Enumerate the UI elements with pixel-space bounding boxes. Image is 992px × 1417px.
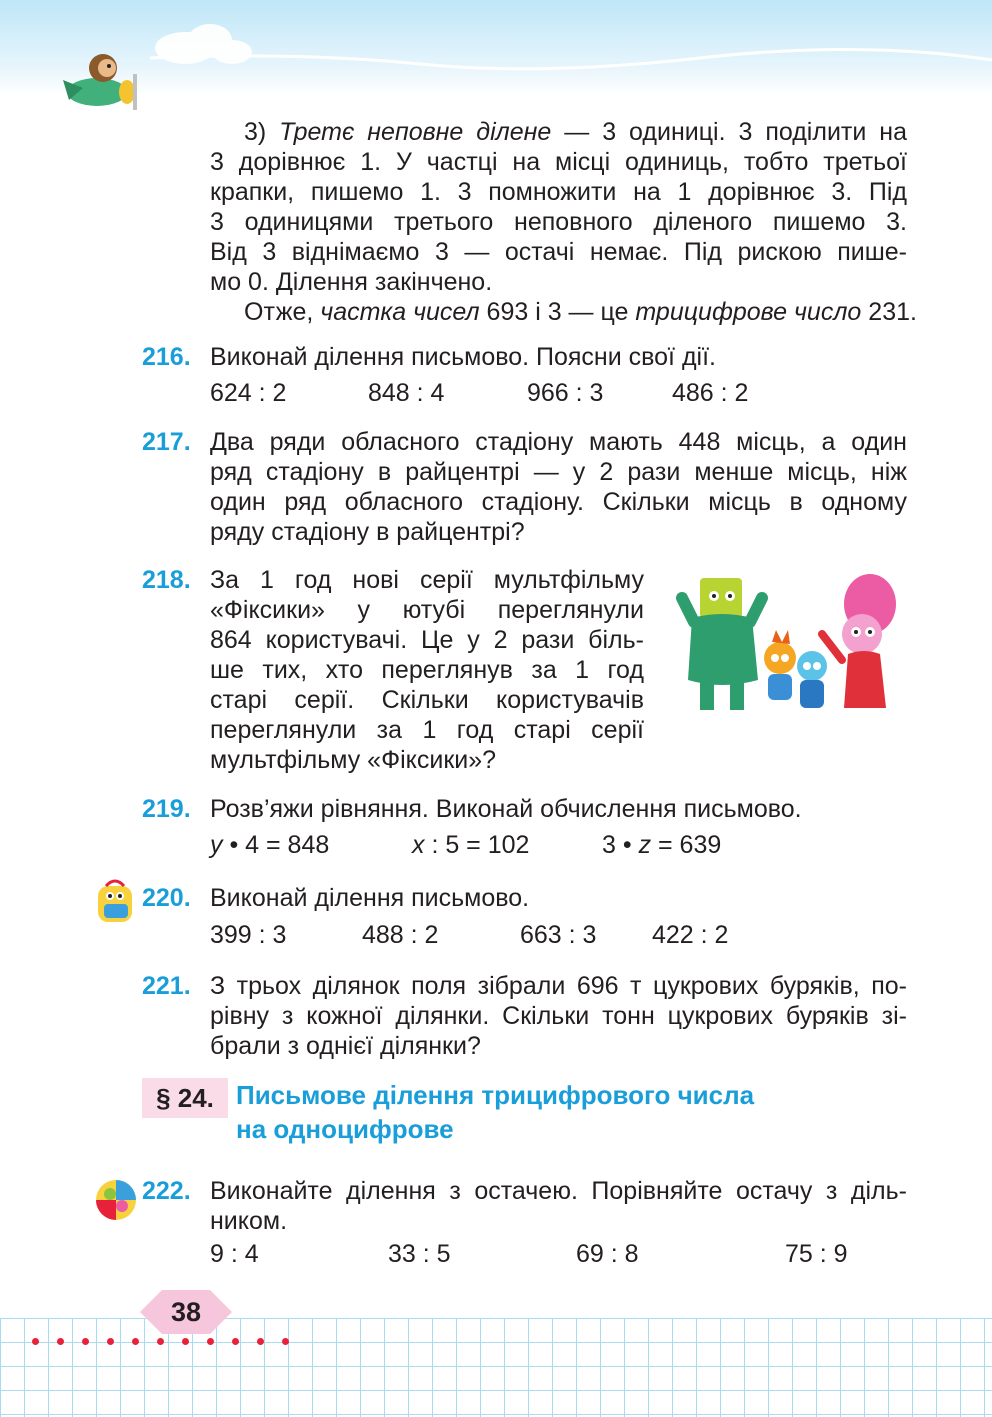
airplane-hedgehog-icon xyxy=(55,40,145,120)
intro-paragraph xyxy=(210,117,917,327)
equation xyxy=(412,830,529,860)
exercise-218-number: 218. xyxy=(142,566,191,594)
exercise-216-text: Виконай ділення письмово. Поясни свої дії. xyxy=(210,343,716,371)
variable: x xyxy=(412,831,425,859)
exercise-217-text xyxy=(210,427,907,547)
equation xyxy=(602,830,721,860)
intro-line: мо 0. Ділення закінчено. xyxy=(210,268,493,296)
text-line: ником. xyxy=(210,1207,288,1235)
exercise-220-text: Виконай ділення письмово. xyxy=(210,884,530,912)
exercise-218-text xyxy=(210,565,644,775)
expression: 966 : 3 xyxy=(527,379,604,407)
conclusion-term: трицифрове число xyxy=(635,298,862,326)
exercise-220-number: 220. xyxy=(142,884,191,912)
text-line: З трьох ділянок поля зібрали 696 т цукрових буряків, по- xyxy=(210,972,907,1000)
section-title xyxy=(236,1078,876,1146)
equation-rest: : 5 = 102 xyxy=(424,831,530,859)
footer-dots xyxy=(32,1332,307,1350)
text-line: старі серії. Скільки користувачів xyxy=(210,686,644,714)
intro-line: Від 3 віднімаємо 3 — остачі немає. Під рискою пише- xyxy=(210,238,907,266)
variable: z xyxy=(638,831,652,859)
expression: 848 : 4 xyxy=(368,379,445,407)
section-title-line: Письмове ділення трицифрового числа xyxy=(236,1080,755,1110)
exercise-222-text xyxy=(210,1176,907,1236)
text-line: один ряд обласного стадіону. Скільки місць в одному xyxy=(210,488,907,516)
variable: y xyxy=(210,831,223,859)
expression: 422 : 2 xyxy=(652,921,729,949)
text-line: ряду стадіону в райцентрі? xyxy=(210,518,525,546)
conclusion-text: 693 і 3 — це xyxy=(479,298,636,326)
equation-rest: • 4 = 848 xyxy=(222,831,330,859)
text-line: Два ряди обласного стадіону мають 448 місць, а один xyxy=(210,428,907,456)
conclusion-text: 231. xyxy=(861,298,917,326)
text-line: ряд стадіону в райцентрі — у 2 рази менше місць, ніж xyxy=(210,458,907,486)
intro-line: 3 дорівнює 1. У частці на місці одиниць, тобто третьої xyxy=(210,148,907,176)
exercise-217-number: 217. xyxy=(142,428,191,456)
header-sky xyxy=(0,0,992,95)
exercise-219-number: 219. xyxy=(142,795,191,823)
exercise-216-items xyxy=(0,378,992,408)
exercise-221-text xyxy=(210,971,907,1061)
exercise-220-items xyxy=(0,920,992,950)
text-line: рівну з кожної ділянки. Скільки тонн цукрових буряків зі- xyxy=(210,1002,907,1030)
equation xyxy=(210,830,329,860)
text-line: мультфільму «Фіксики»? xyxy=(210,746,497,774)
text-line: переглянули за 1 год старі серії xyxy=(210,716,644,744)
exercise-222-number: 222. xyxy=(142,1177,191,1205)
exercise-222-items xyxy=(0,1239,992,1269)
section-title-line: на одноцифрове xyxy=(236,1114,454,1144)
expression: 663 : 3 xyxy=(520,921,597,949)
intro-line: 3 одиницями третього неповного діленого пишемо 3. xyxy=(210,208,907,236)
fixiki-illustration xyxy=(672,568,912,718)
exercise-221-number: 221. xyxy=(142,972,191,1000)
intro-line: крапки, пишемо 1. 3 помножити на 1 дорівнює 3. Під xyxy=(210,178,907,206)
exercise-219-text: Розв’яжи рівняння. Виконай обчислення письмово. xyxy=(210,795,802,823)
pair-work-icon xyxy=(92,1176,140,1224)
exercise-219-equations xyxy=(0,830,992,860)
expression: 488 : 2 xyxy=(362,921,439,949)
intro-text: — 3 одиниці. 3 поділити на xyxy=(551,118,907,146)
section-number: § 24. xyxy=(142,1078,228,1118)
page-number: 38 xyxy=(170,1297,202,1327)
text-line: брали з однієї ділянки? xyxy=(210,1032,481,1060)
text-line: За 1 год нові серії мультфільму xyxy=(210,566,644,594)
expression: 9 : 4 xyxy=(210,1240,259,1268)
expression: 486 : 2 xyxy=(672,379,749,407)
expression: 69 : 8 xyxy=(576,1240,639,1268)
exercise-216-number: 216. xyxy=(142,343,191,371)
text-line: 864 користувачі. Це у 2 рази біль- xyxy=(210,626,644,654)
expression: 624 : 2 xyxy=(210,379,287,407)
intro-conclusion xyxy=(210,297,917,327)
conclusion-term: частка чисел xyxy=(320,298,480,326)
equation-pre: 3 • xyxy=(602,831,639,859)
expression: 399 : 3 xyxy=(210,921,287,949)
backpack-icon xyxy=(92,876,140,926)
expression: 75 : 9 xyxy=(785,1240,848,1268)
text-line: Виконайте ділення з остачею. Порівняйте остачу з діль- xyxy=(210,1177,907,1205)
text-line: ше тих, хто переглянув за 1 год xyxy=(210,656,644,684)
intro-step-label: 3) xyxy=(244,118,280,146)
intro-term: Третє неповне ділене xyxy=(279,118,552,146)
text-line: «Фіксики» у ютубі переглянули xyxy=(210,596,644,624)
expression: 33 : 5 xyxy=(388,1240,451,1268)
intro-line xyxy=(210,117,907,147)
conclusion-text: Отже, xyxy=(244,298,321,326)
equation-rest: = 639 xyxy=(651,831,722,859)
